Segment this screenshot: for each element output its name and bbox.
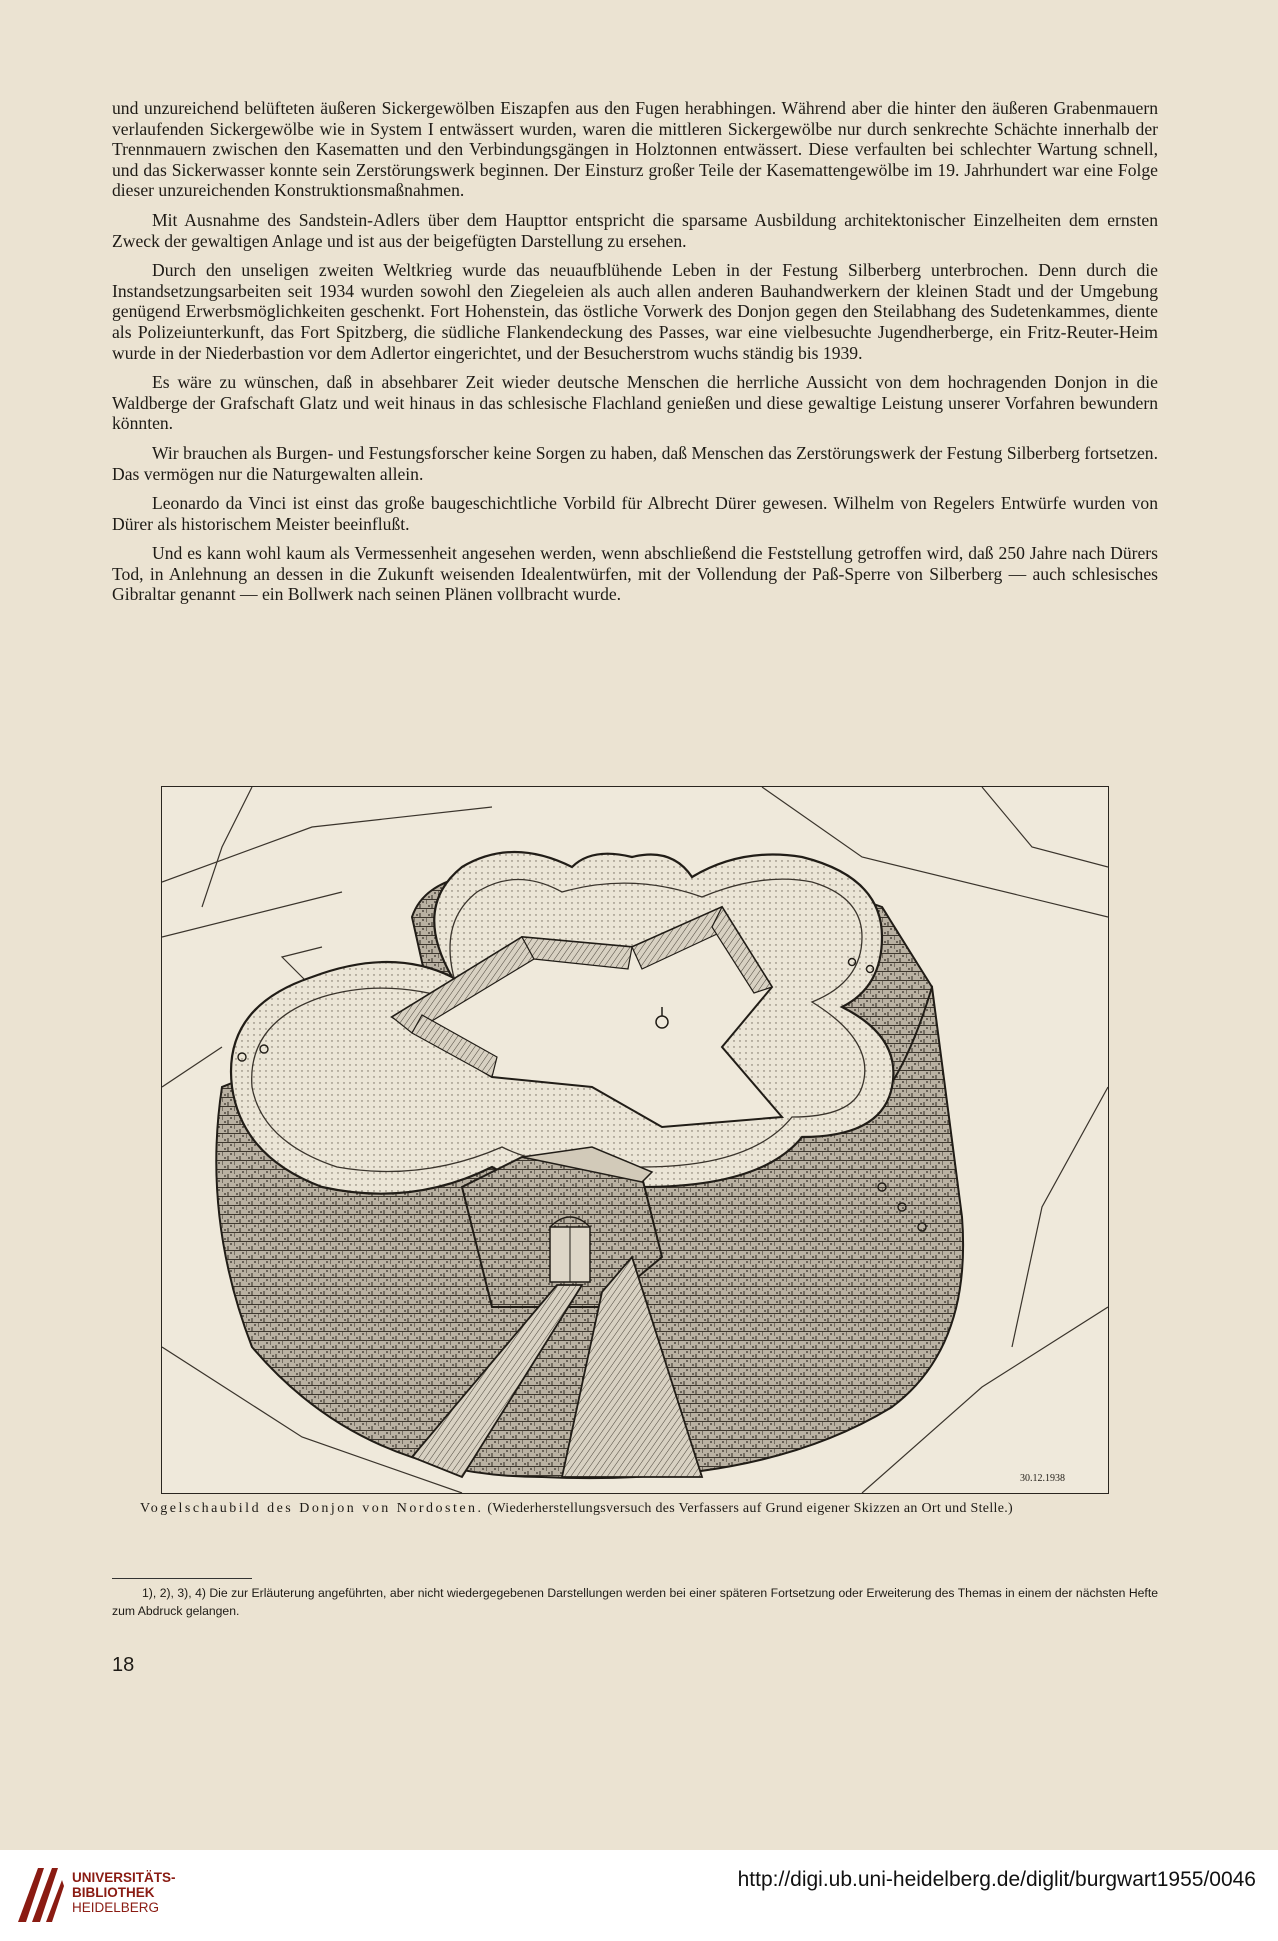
paragraph-1: und unzureichend belüfteten äußeren Sickergewölben Eiszapfen aus den Fugen herabhingen. Während aber die hinter den äußeren Grabenmauern verlaufenden Sickergewölbe wie in System I entwässert wurden, waren die mittleren Sickergewölbe nur durch senkrechte Schächte innerhalb der Trennmauern zwischen den Kasematten und den Verbindungsgängen in Holztonnen entwässert. Diese verfaulten bei schlechter Wartung schnell, und das Sickerwasser konnte sein Zerstörungswerk beginnen. Der Einsturz großer Teile der Kasemattengewölbe im 19. Jahrhundert war eine Folge dieser unzureichenden Konstruktionsmaßnahmen. xyxy=(112,98,1158,201)
library-name[interactable]: UNIVERSITÄTS- BIBLIOTHEK HEIDELBERG xyxy=(72,1870,176,1915)
body-text xyxy=(112,98,1158,614)
artist-signature: 30.12.1938 xyxy=(1020,1473,1065,1484)
library-footer xyxy=(0,1850,1278,1941)
paragraph-3: Durch den unseligen zweiten Weltkrieg wurde das neuaufblühende Leben in der Festung Silberberg unterbrochen. Denn durch die Instandsetzungsarbeiten seit 1934 wurden sowohl den Ziegeleien als auch allen anderen Bauhandwerkern der kleinen Stadt und der Umgebung genügend Erwerbsmöglichkeiten geschenkt. Fort Hohenstein, das östliche Vorwerk des Donjon gegen den Steilabhang des Sudetenkammes, diente als Polizeiunterkunft, das Fort Spitzberg, die südliche Flankendeckung des Passes, war eine vielbesuchte Jugendherberge, ein Fritz-Reuter-Heim wurde in der Niederbastion vor dem Adlertor eingerichtet, und der Besucherstrom wuchs ständig bis 1939. xyxy=(112,260,1158,363)
footnote: 1), 2), 3), 4) Die zur Erläuterung angeführten, aber nicht wiedergegebenen Darstellungen werden bei einer späteren Fortsetzung oder Erweiterung des Themas in einem der nächsten Hefte zum Abdruck gelangen. xyxy=(112,1586,1158,1618)
figure-caption xyxy=(140,1499,1130,1518)
paragraph-6: Leonardo da Vinci ist einst das große baugeschichtliche Vorbild für Albrecht Dürer gewesen. Wilhelm von Regelers Entwürfe wurden von Dürer als historischem Meister beeinflußt. xyxy=(112,493,1158,534)
paragraph-2: Mit Ausnahme des Sandstein-Adlers über dem Haupttor entspricht die sparsame Ausbildung architektonischer Einzelheiten dem ernsten Zweck der gewaltigen Anlage und ist aus der beigefügten Darstellung zu ersehen. xyxy=(112,209,1158,251)
paragraph-4: Es wäre zu wünschen, daß in absehbarer Zeit wieder deutsche Menschen die herrliche Aussicht von dem hochragenden Donjon in die Waldberge der Grafschaft Glatz und weit hinaus in das schlesische Flachland genießen und diese gewaltige Leistung unserer Vorfahren bewundern könnten. xyxy=(112,372,1158,434)
paragraph-7: Und es kann wohl kaum als Vermessenheit angesehen werden, wenn abschließend die Feststellung getroffen wird, daß 250 Jahre nach Dürers Tod, in Anlehnung an dessen in die Zukunft weisenden Idealentwürfen, mit der Vollendung der Paß-Sperre von Silberberg — auch schlesisches Gibraltar genannt — ein Bollwerk nach seinen Plänen vollbracht wurde. xyxy=(112,543,1158,605)
caption-rest: (Wiederherstellungsversuch des Verfassers auf Grund eigener Skizzen an Ort und Stelle.) xyxy=(483,1501,1013,1516)
footnote-divider xyxy=(112,1578,252,1579)
page-number: 18 xyxy=(112,1654,135,1676)
university-library-logo-icon[interactable] xyxy=(14,1862,66,1928)
paragraph-5: Wir brauchen als Burgen- und Festungsforscher keine Sorgen zu haben, daß Menschen das Zerstörungswerk der Festung Silberberg fortsetzen. Das vermögen nur die Naturgewalten allein. xyxy=(112,442,1158,484)
fortress-drawing xyxy=(162,787,1108,1493)
caption-lead: Vogelschaubild des Donjon von Nordosten. xyxy=(140,1501,484,1516)
donjon-illustration xyxy=(161,786,1109,1494)
source-url-link[interactable]: http://digi.ub.uni-heidelberg.de/diglit/burgwart1955/0046 xyxy=(737,1868,1256,1891)
